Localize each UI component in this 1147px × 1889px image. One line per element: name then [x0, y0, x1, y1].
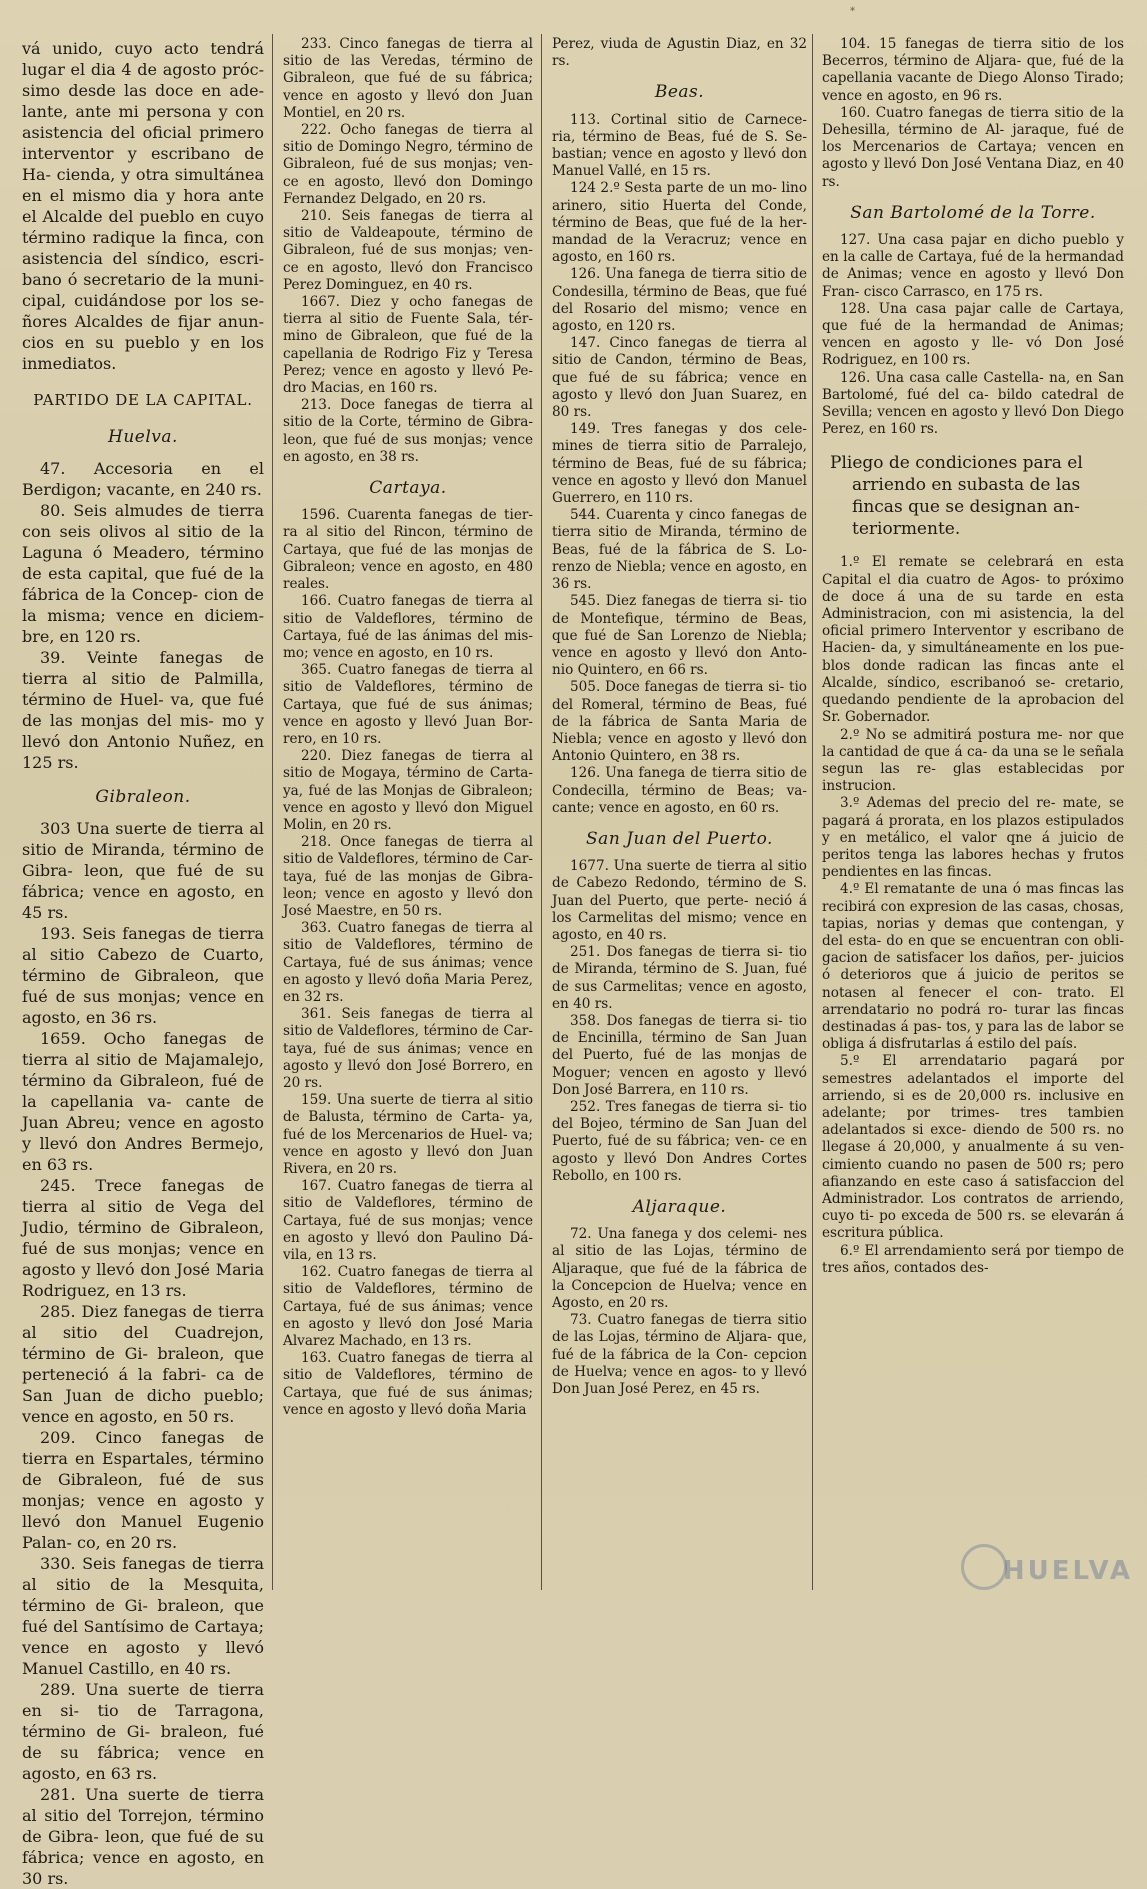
list-item: 251. Dos fanegas de tierra si- tio de Miranda, término de S. Juan, fué de sus Carmelitas; vence en agosto, en 40 rs. [552, 944, 807, 1012]
list-item: 363. Cuatro fanegas de tierra al sitio de Valdeflores, término de Cartaya, fué de sus ánimas; vence en agosto y llevó doña Maria Perez, en 32 rs. [283, 920, 533, 1005]
condition-item: 4.º El rematante de una ó mas fincas las recibirá con expresion de las casas, chosas, tapias, norias y demas que contengan, y del esta- do en que se encuentran con obli- gacion de satisfacer los daños, per- juicios ó deterioros que á juicio de peritos se notasen al fenecer el con- trato. El arrendatario no podrá ro- turar las fincas destinadas á pas- tos, y para las de labor se obliga á disfrutarlas á estilo del país. [822, 881, 1124, 1053]
section-title-san-juan: San Juan del Puerto. [586, 828, 773, 849]
intro-paragraph: vá unido, cuyo acto tendrá lugar el dia 4 de agosto próc- simo desde las doce en ade- lante, ante mi persona y con asistencia del oficial primero interventor y escribano de Ha- cienda, y otra simultánea en el mismo dia y hora ante el Alcalde del pueblo en cuyo término radique la finca, con asistencia del síndico, escri- bano ó secretario de la muni- cipal, cuidándose por los se- ñores Alcaldes de fijar anun- cios en su pueblo y en los inmediatos. [22, 39, 264, 373]
list-item: 361. Seis fanegas de tierra al sitio de Valdeflores, término de Car- taya, fué de sus ánimas; vence en agosto y llevó don José Borrero, en 20 rs. [283, 1006, 533, 1091]
list-item: 167. Cuatro fanegas de tierra al sitio de Valdeflores, término de Cartaya, fué de sus monjas; vence en agosto y llevó don Paulino Dá- vila, en 13 rs. [283, 1178, 533, 1264]
list-item: 545. Diez fanegas de tierra si- tio de Montefique, término de Beas, que fué de San Lorenzo de Niebla; vence en agosto y llevó don Anto- nio Quintero, en 66 rs. [552, 593, 807, 679]
list-item: 245. Trece fanegas de tierra al sitio de Vega del Judio, término de Gibraleon, fué de sus monjas; vence en agosto y llevó don José Maria Rodriguez, en 13 rs. [22, 1176, 264, 1300]
list-item: 281. Una suerte de tierra al sitio del Torrejon, término de Gibra- leon, que fué de su fábrica; vence en agosto, en 30 rs. [22, 1785, 264, 1888]
section-title-gibraleon: Gibraleon. [95, 787, 191, 807]
column-2 [283, 36, 533, 1419]
list-item: 166. Cuatro fanegas de tierra al sitio de Valdeflores, término de Cartaya, fué de las ánimas del mis- mo; vence en agosto, en 10 rs. [283, 593, 533, 661]
condition-item: 3.º Ademas del precio del re- mate, se pagará á prorata, en los plazos estipulados y en metálico, el valor qne á juicio de peritos tenga las labores hechas y frutos pendientes en las fincas. [822, 795, 1124, 881]
list-item: 365. Cuatro fanegas de tierra al sitio de Valdeflores, término de Cartaya, que fué de sus ánimas; vence en agosto y llevó Juan Bor- rero, en 10 rs. [283, 662, 533, 747]
list-item: 80. Seis almudes de tierra con seis olivos al sitio de la Laguna ó Meadero, término de esta capital, que fué de la fábrica de la Concep- cion de la misma; vence en diciem- bre, en 120 rs. [22, 501, 264, 646]
list-item: 209. Cinco fanegas de tierra en Espartales, término de Gibraleon, fué de sus monjas; vence en agosto y llevó don Manuel Eugenio Palan- co, en 20 rs. [22, 1428, 264, 1552]
list-item-continuation: Perez, viuda de Agustin Diaz, en 32 rs. [552, 36, 807, 70]
pliego-heading-line: arriendo en subasta de las [852, 475, 1081, 496]
list-item: 210. Seis fanegas de tierra al sitio de Valdeapoute, término de Gibraleon, fué de sus monjas; ven- ce en agosto, llevó don Francisco Perez Dominguez, en 40 rs. [283, 208, 533, 293]
list-item: 73. Cuatro fanegas de tierra sitio de las Lojas, término de Aljara- que, fué de la fábrica de la Con- cepcion de Huelva; vence en agos- to y llevó Don Juan José Perez, en 45 rs. [552, 1312, 807, 1398]
section-title-beas: Beas. [654, 82, 705, 103]
list-item: 126. Una casa calle Castella- na, en San Bartolomé, fué del ca- bildo catedral de Sevilla; vencen en agosto y llevó Don Diego Perez, en 160 rs. [822, 369, 1124, 438]
list-item: 159. Una suerte de tierra al sitio de Balusta, término de Carta- ya, fué de los Mercenarios de Huel- va; vence en agosto y llevó don Juan Rivera, en 20 rs. [283, 1092, 533, 1177]
list-item: 162. Cuatro fanegas de tierra al sitio de Valdeflores, término de Cartaya, fué de sus ánimas; vence en agosto y llevó don José Maria Alvarez Machado, en 13 rs. [283, 1264, 533, 1350]
list-item: 147. Cinco fanegas de tierra al sitio de Candon, término de Beas, que fué de su fábrica; vence en agosto y llevó don Juan Suarez, en 80 rs. [552, 335, 807, 421]
list-item: 113. Cortinal sitio de Carnece- ria, término de Beas, fué de S. Se- bastian; vence en agosto y llevó don Manuel Vallé, en 15 rs. [552, 111, 807, 180]
list-item: 126. Una fanega de tierra sitio de Condecilla, término de Beas; va- cante; vence en agosto, en 60 rs. [552, 765, 807, 816]
list-item: 222. Ocho fanegas de tierra al sitio de Domingo Negro, término de Gibraleon, fué de sus monjas; ven- ce en agosto, llevó don Domingo Fernandez Delgado, en 20 rs. [283, 122, 533, 207]
pliego-heading-line: teriormente. [852, 519, 961, 540]
list-item: 124 2.º Sesta parte de un mo- lino arinero, sitio Huerta del Conde, término de Beas, que fué de la her- mandad de la Veracruz; vence en agosto, en 160 rs. [552, 180, 807, 266]
condition-item: 6.º El arrendamiento será por tiempo de tres años, contados des- [822, 1242, 1124, 1276]
list-item: 47. Accesoria en el Berdigon; vacante, en 240 rs. [22, 459, 264, 499]
list-item: 149. Tres fanegas y dos cele- mines de tierra sitio de Parralejo, término de Beas, fué de su fábrica; vence en agosto y llevó don Manuel Guerrero, en 110 rs. [552, 421, 807, 507]
list-item: 544. Cuarenta y cinco fanegas de tierra sitio de Miranda, término de Beas, fué de la fábrica de S. Lo- renzo de Niebla; vence en agosto, en 36 rs. [552, 507, 808, 593]
list-item: 218. Once fanegas de tierra al sitio de Valdeflores, término de Car- taya, fué de las monjas de Gibra- leon; vence en agosto y llevó don José Maestre, en 50 rs. [283, 834, 533, 919]
condition-item: 5.º El arrendatario pagará por semestres adelantados el importe del arriendo, si es de 20,000 rs. inclusive en adelante; por trimes- tres tambien adelantados si exce- diendo de 500 rs. no llegase á 20,000, y anualmente á su ven- cimiento cuando no pasen de 500 rs; pero afianzando en este caso á satisfaccion del Administrador. Los contratos de arriendo, cuyo ti- po exceda de 500 rs. se elevarán á escritura pública. [822, 1053, 1124, 1242]
list-item: 505. Doce fanegas de tierra si- tio del Romeral, término de Beas, fué de la fábrica de Santa Maria de Niebla; vence en agosto y llevó don Antonio Quintero, en 38 rs. [552, 679, 807, 765]
column-4 [822, 36, 1124, 1277]
pliego-heading-line: Pliego de condiciones para el [830, 453, 1083, 474]
list-item: 72. Una fanega y dos celemi- nes al sitio de las Lojas, término de Aljaraque, que fué de la fábrica de la Concepcion de Huelva; vence en Agosto, en 20 rs. [552, 1226, 807, 1312]
folio-mark: * [850, 6, 855, 17]
column-rule [541, 34, 542, 1590]
column-rule [812, 34, 813, 1590]
column-1 [22, 38, 264, 1889]
condition-item: 1.º El remate se celebrará en esta Capital el dia cuatro de Agos- to próximo de doce á una de su tarde en esta Administracion, con mi asistencia, la del oficial primero Interventor y escribano de Hacien- da, y simultáneamente en los pue- blos donde radican las fincas ante el Alcalde, síndico, escribanoó se- cretario, quedando pendiente de la aprobacion del Sr. Gobernador. [822, 554, 1124, 726]
list-item: 1596. Cuarenta fanegas de tier- ra al sitio del Rincon, término de Cartaya, que fué de las monjas de Gibraleon; vence en agosto, en 480 reales. [283, 507, 533, 593]
list-item: 289. Una suerte de tierra en si- tio de Tarragona, término de Gi- braleon, fué de su fábrica; vence en agosto, en 63 rs. [22, 1680, 264, 1783]
list-item: 285. Diez fanegas de tierra al sitio del Cuadrejon, término de Gi- braleon, que perteneció á la fabri- ca de San Juan de dicho pueblo; vence en agosto, en 50 rs. [22, 1302, 264, 1426]
list-item: 1667. Diez y ocho fanegas de tierra al sitio de Fuente Sala, tér- mino de Gibraleon, que fué de la capellania de Rodrigo Fiz y Teresa Perez; vence en agosto y llevó Pe- dro Macias, en 160 rs. [283, 294, 533, 397]
list-item: 104. 15 fanegas de tierra sitio de los Becerros, término de Aljara- que, fué de la capellania vacante de Diego Alonso Tirado; vence en agosto, en 96 rs. [822, 36, 1124, 104]
pliego-heading-line: fincas que se designan an- [852, 497, 1080, 518]
column-rule [272, 34, 273, 1590]
list-item: 252. Tres fanegas de tierra si- tio del Bojeo, término de San Juan del Puerto, fué de su fábrica; ven- ce en agosto y llevó Don Andres Cortes Rebollo, en 100 rs. [552, 1098, 807, 1184]
column-3 [552, 36, 807, 1398]
list-item: 128. Una casa pajar calle de Cartaya, que fué de la hermandad de Animas; vencen en agosto y lle- vó Don José Rodriguez, en 100 rs. [822, 300, 1124, 369]
list-item: 358. Dos fanegas de tierra si- tio de Encinilla, término de San Juan del Puerto, fué de las monjas de Moguer; vencen en agosto y llevó Don José Barrera, en 110 rs. [552, 1012, 807, 1098]
archive-seal-icon [961, 1544, 1007, 1590]
pliego-heading [830, 452, 1124, 540]
list-item: 193. Seis fanegas de tierra al sitio Cabezo de Cuarto, término de Gibraleon, que fué de sus monjas; vence en agosto, en 36 rs. [22, 924, 264, 1027]
list-item: 160. Cuatro fanegas de tierra sitio de la Dehesilla, término de Al- jaraque, fué de los Mercenarios de Cartaya; vencen en agosto y llevó Don José Ventana Diaz, en 40 rs. [822, 104, 1124, 190]
list-item: 126. Una fanega de tierra sitio de Condesilla, término de Beas, que fué del Rosario del mismo; vence en agosto, en 120 rs. [552, 266, 807, 335]
list-item: 233. Cinco fanegas de tierra al sitio de las Veredas, término de Gibraleon, que fué de su fábrica; vence en agosto y llevó don Juan Montiel, en 20 rs. [283, 36, 533, 121]
archive-watermark: HUELVA [1002, 1556, 1133, 1586]
section-title-cartaya: Cartaya. [369, 478, 447, 499]
list-item: 213. Doce fanegas de tierra al sitio de la Corte, término de Gibra- leon, que fué de sus monjas; vence en agosto, en 38 rs. [283, 397, 533, 465]
section-title-huelva: Huelva. [108, 427, 178, 447]
section-title-aljaraque: Aljaraque. [632, 1197, 727, 1217]
section-title-san-bartolome: San Bartolomé de la Torre. [850, 202, 1096, 223]
list-item: 1659. Ocho fanegas de tierra al sitio de Majamalejo, término da Gibraleon, fué de la capellania va- cante de Juan Abreu; vence en agosto y llevó don Andres Bermejo, en 63 rs. [22, 1029, 264, 1174]
list-item: 330. Seis fanegas de tierra al sitio de la Mesquita, término de Gi- braleon, que fué del Santísimo de Cartaya; vence en agosto y llevó Manuel Castillo, en 40 rs. [22, 1554, 264, 1678]
list-item: 127. Una casa pajar en dicho pueblo y en la calle de Cartaya, fué de la hermandad de Animas; vence en agosto y llevó Don Fran- cisco Carrasco, en 175 rs. [822, 232, 1124, 300]
list-item: 163. Cuatro fanegas de tierra al sitio de Valdeflores, término de Cartaya, que fué de sus ánimas; vence en agosto y llevó doña Maria [283, 1350, 533, 1418]
condition-item: 2.º No se admitirá postura me- nor que la cantidad de que á ca- da una se le señala segun las re- glas establecidas por instrucion. [822, 726, 1124, 795]
partido-heading: PARTIDO DE LA CAPITAL. [33, 391, 253, 409]
list-item: 303 Una suerte de tierra al sitio de Miranda, término de Gibra- leon, que fué de su fábrica; vence en agosto, en 45 rs. [22, 819, 264, 922]
list-item: 1677. Una suerte de tierra al sitio de Cabezo Redondo, término de S. Juan del Puerto, que perte- neció á los Carmelitas del mismo; vence en agosto, en 40 rs. [552, 858, 807, 943]
list-item: 220. Diez fanegas de tierra al sitio de Mogaya, término de Carta- ya, fué de las Monjas de Gibraleon; vence en agosto y llevó don Miguel Molin, en 20 rs. [283, 748, 533, 833]
list-item: 39. Veinte fanegas de tierra al sitio de Palmilla, término de Huel- va, que fué de las monjas del mis- mo y llevó don Antonio Nuñez, en 125 rs. [22, 648, 264, 772]
